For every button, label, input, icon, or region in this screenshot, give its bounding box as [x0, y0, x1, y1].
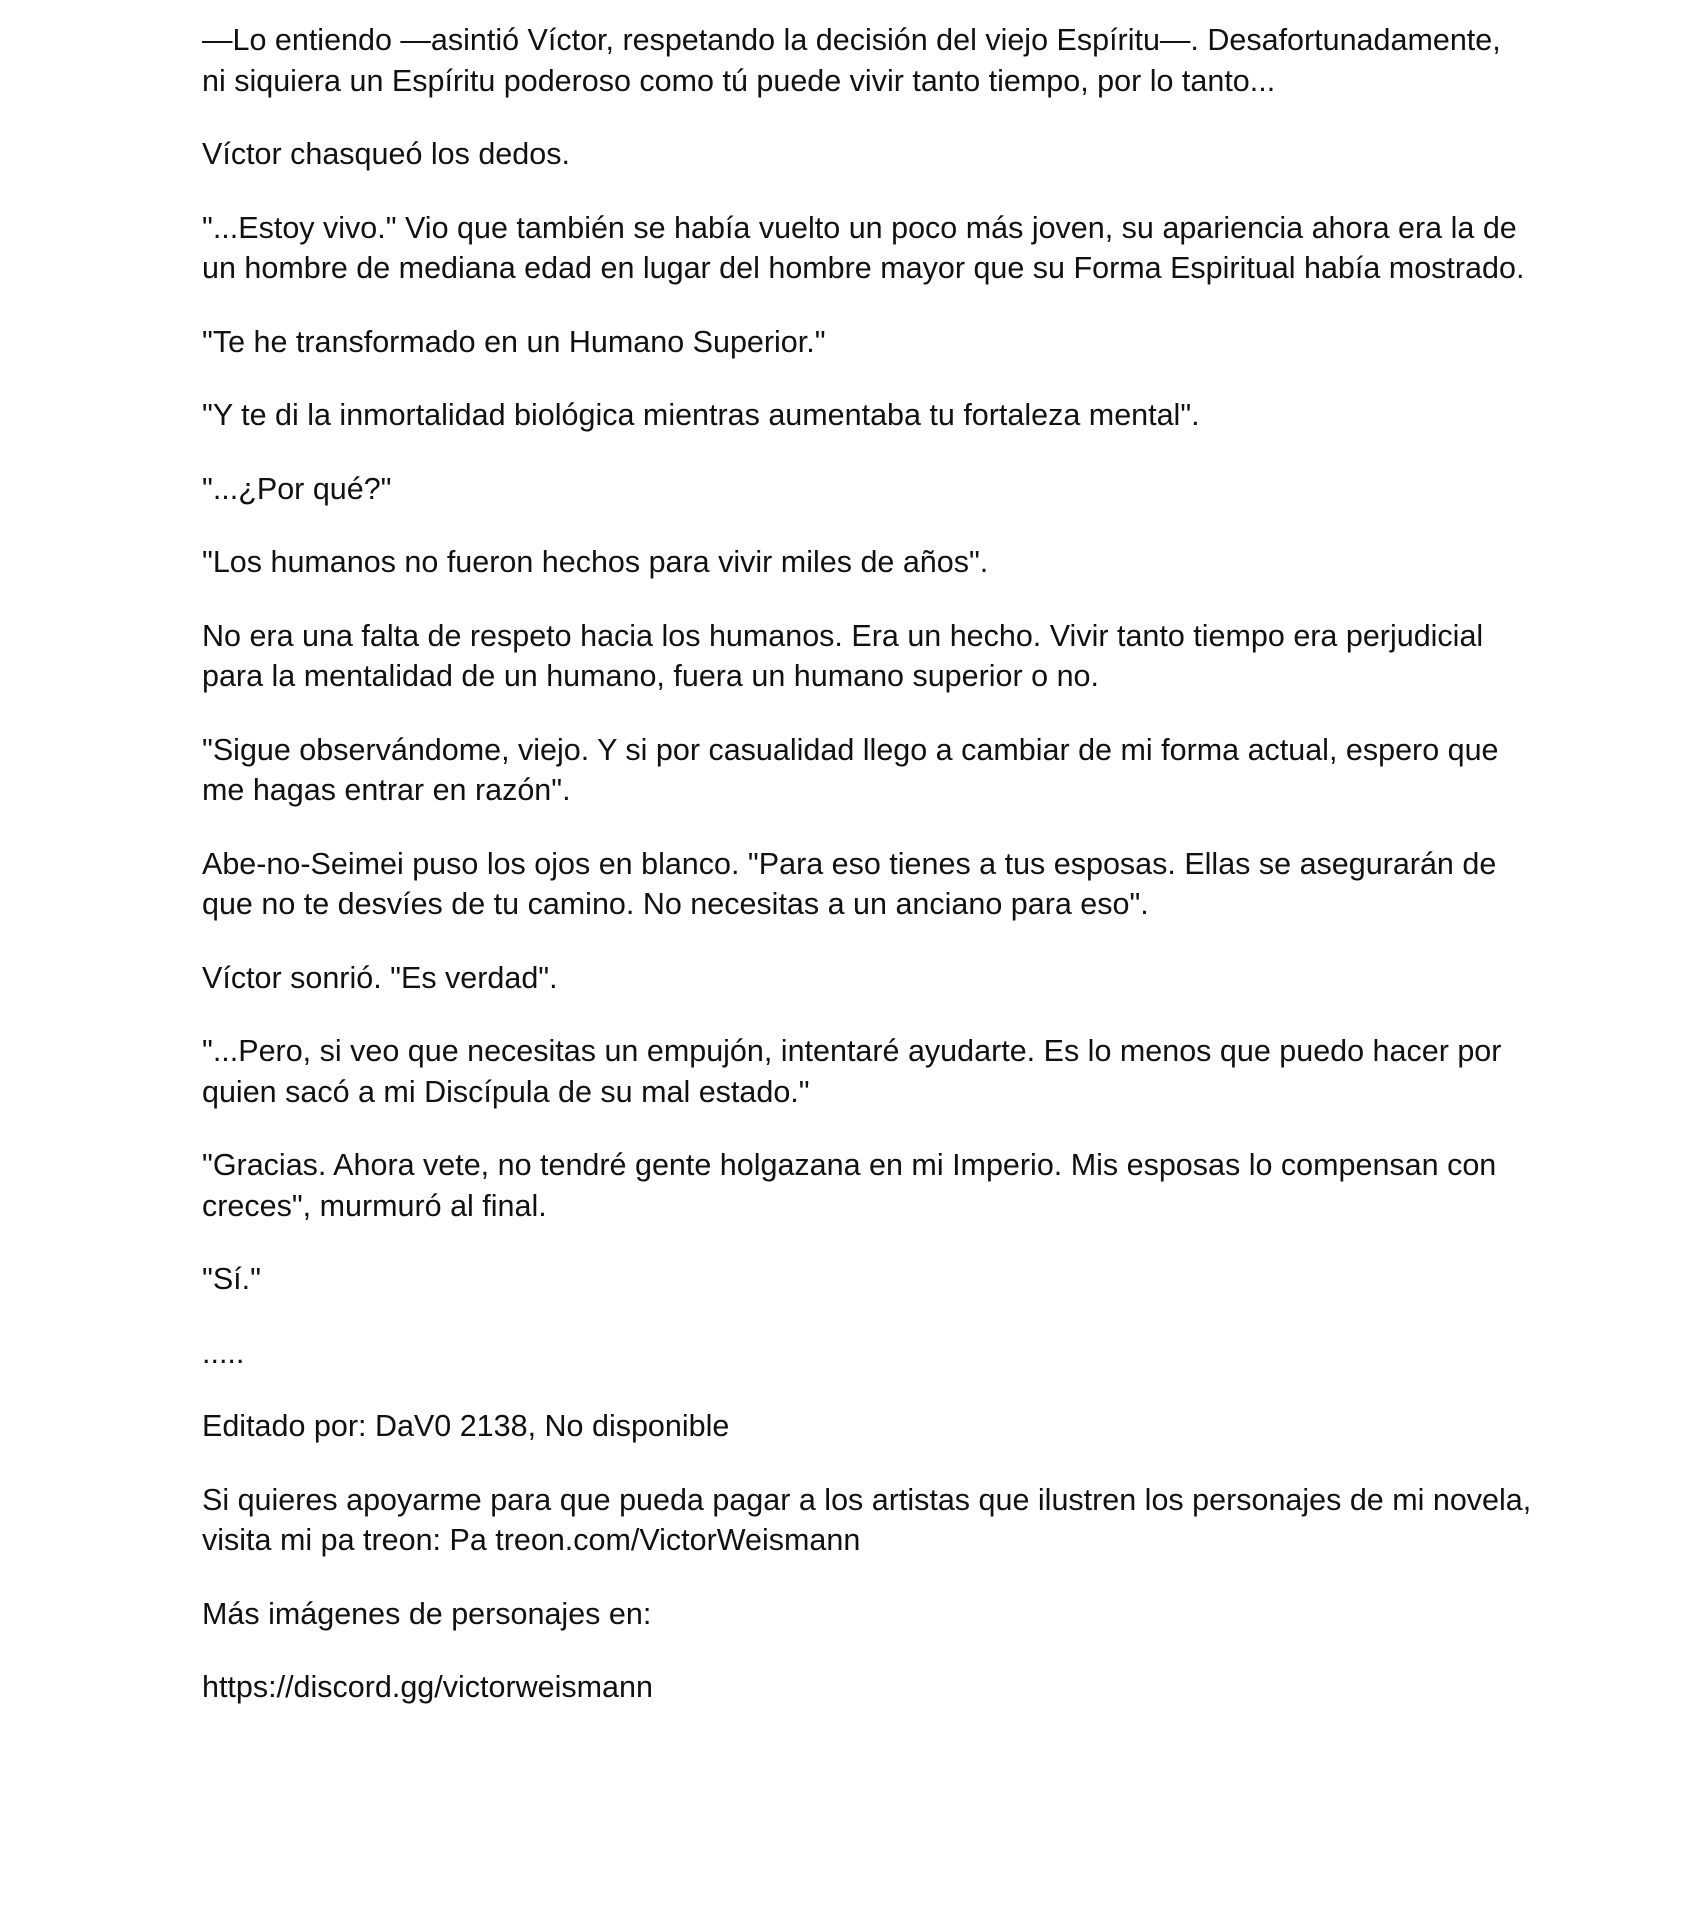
paragraph-12: "...Pero, si veo que necesitas un empujón, intentaré ayudarte. Es lo menos que puedo hacer por quien sacó a mi Discípula de su mal estado."	[202, 1034, 1502, 1109]
text-column	[202, 20, 1532, 1741]
paragraph-11: Víctor sonrió. "Es verdad".	[202, 960, 558, 995]
more-images-note: Más imágenes de personajes en:	[202, 1596, 652, 1631]
paragraph-14: "Sí."	[202, 1262, 261, 1296]
paragraph-4: "Te he transformado en un Humano Superior."	[202, 324, 826, 359]
paragraph-1: —Lo entiendo —asintió Víctor, respetando la decisión del viejo Espíritu—. Desafortunadamente, ni siquiera un Espíritu poderoso como tú puede vivir tanto tiempo, por lo tanto...	[202, 23, 1501, 98]
paragraph-13: "Gracias. Ahora vete, no tendré gente holgazana en mi Imperio. Mis esposas lo compensan con creces", murmuró al final.	[202, 1148, 1497, 1223]
paragraph-2: Víctor chasqueó los dedos.	[202, 137, 570, 171]
support-note: Si quieres apoyarme para que pueda pagar a los artistas que ilustren los personajes de mi novela, visita mi pa treon: Pa treon.com/VictorWeismann	[202, 1482, 1532, 1557]
separator-dots: .....	[202, 1335, 245, 1370]
paragraph-10: Abe-no-Seimei puso los ojos en blanco. "Para eso tienes a tus esposas. Ellas se asegurarán de que no te desvíes de tu camino. No necesitas a un anciano para eso".	[202, 846, 1497, 921]
discord-link[interactable]: https://discord.gg/victorweismann	[202, 1670, 653, 1704]
paragraph-9: "Sigue observándome, viejo. Y si por casualidad llego a cambiar de mi forma actual, espero que me hagas entrar en razón".	[202, 732, 1499, 807]
paragraph-7: "Los humanos no fueron hechos para vivir miles de años".	[202, 545, 989, 579]
paragraph-8: No era una falta de respeto hacia los humanos. Era un hecho. Vivir tanto tiempo era perjudicial para la mentalidad de un humano, fuera un humano superior o no.	[202, 618, 1484, 693]
paragraph-3: "...Estoy vivo." Vio que también se había vuelto un poco más joven, su apariencia ahora era la de un hombre de mediana edad en lugar del hombre mayor que su Forma Espiritual había mostrado.	[202, 210, 1525, 285]
paragraph-5: "Y te di la inmortalidad biológica mientras aumentaba tu fortaleza mental".	[202, 398, 1200, 432]
editor-credit: Editado por: DaV0 2138, No disponible	[202, 1409, 730, 1443]
paragraph-6: "...¿Por qué?"	[202, 471, 392, 506]
